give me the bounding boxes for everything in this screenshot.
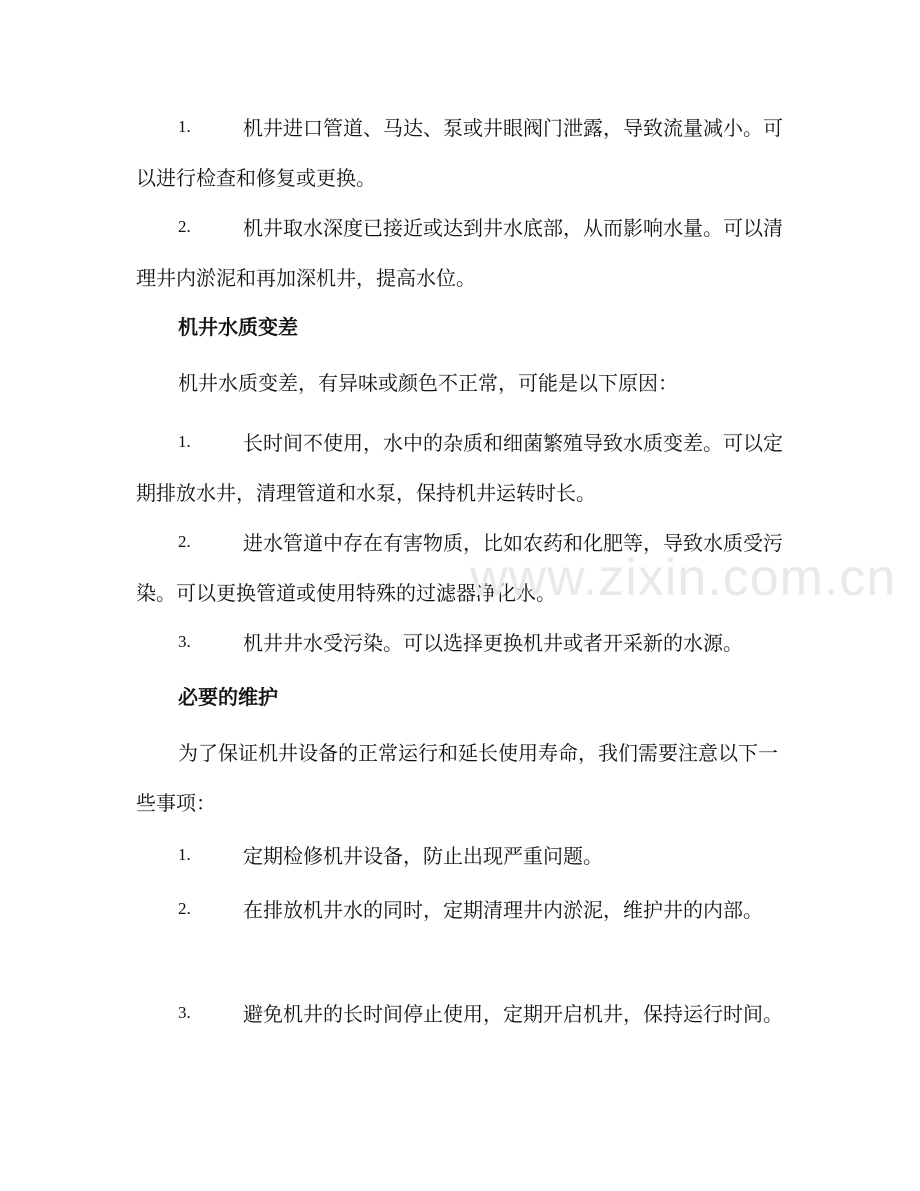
- list-item: 避免机井的长时间停止使用，定期开启机井，保持运行时间。: [243, 1002, 783, 1026]
- list-item: 定期检修机井设备，防止出现严重问题。: [243, 844, 603, 868]
- list-number: 3.: [178, 632, 191, 651]
- paragraph: 机井水质变差，有异味或颜色不正常，可能是以下原因：: [178, 371, 678, 395]
- list-item: 机井井水受污染。可以选择更换机井或者开采新的水源。: [243, 631, 743, 655]
- list-item: 机井进口管道、马达、泵或井眼阀门泄露，导致流量减小。可以进行检查和修复或更换。: [136, 116, 783, 190]
- list-item: 长时间不使用，水中的杂质和细菌繁殖导致水质变差。可以定期排放水井，清理管道和水泵，保持机井运转时长。: [136, 431, 783, 505]
- paragraph: 为了保证机井设备的正常运行和延长使用寿命，我们需要注意以下一些事项：: [136, 741, 778, 815]
- list-number: 1.: [178, 117, 191, 136]
- list-number: 2.: [178, 899, 191, 918]
- list-number: 2.: [178, 217, 191, 236]
- section-heading: 机井水质变差: [178, 315, 298, 339]
- list-item: 机井取水深度已接近或达到井水底部，从而影响水量。可以清理井内淤泥和再加深机井，提高水位。: [136, 216, 783, 290]
- section-heading: 必要的维护: [178, 685, 278, 709]
- list-item: 在排放机井水的同时，定期清理井内淤泥，维护井的内部。: [243, 898, 763, 922]
- watermark: www.zixin.com.cn: [470, 549, 897, 607]
- list-number: 2.: [178, 532, 191, 551]
- list-number: 3.: [178, 1003, 191, 1022]
- list-number: 1.: [178, 845, 191, 864]
- list-number: 1.: [178, 432, 191, 451]
- list-item: 进水管道中存在有害物质，比如农药和化肥等，导致水质受污染。可以更换管道或使用特殊的过滤器净化水。: [136, 531, 783, 605]
